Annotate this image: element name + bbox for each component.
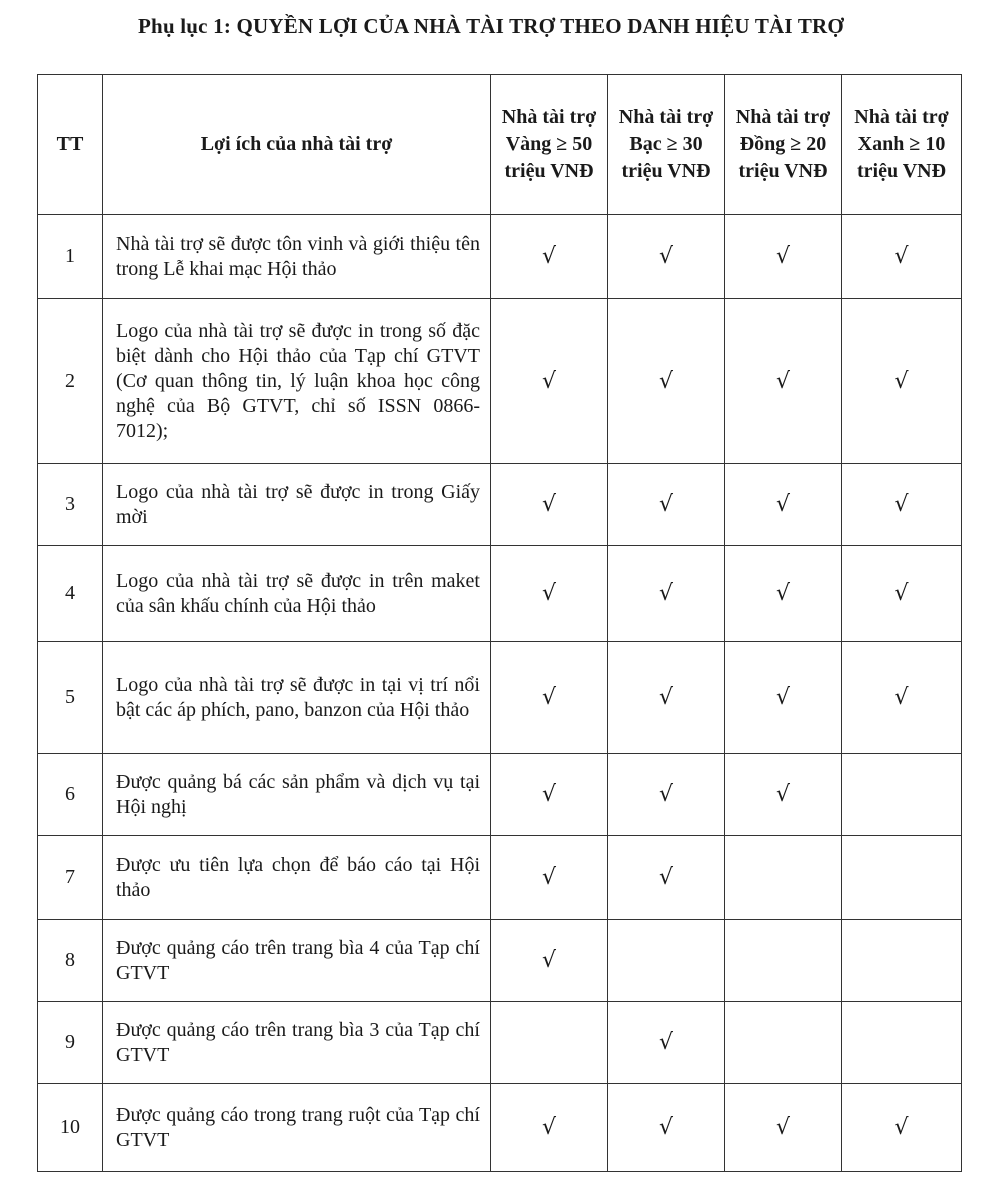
mark-silver: √ xyxy=(608,1002,725,1084)
mark-silver: √ xyxy=(608,642,725,754)
benefit-text: Được quảng cáo trên trang bìa 4 của Tạp chí GTVT xyxy=(103,920,491,1002)
mark-green xyxy=(842,836,962,920)
benefit-text: Được quảng cáo trên trang bìa 3 của Tạp chí GTVT xyxy=(103,1002,491,1084)
mark-gold: √ xyxy=(491,642,608,754)
row-number: 7 xyxy=(38,836,103,920)
mark-bronze: √ xyxy=(725,464,842,546)
benefit-text: Được quảng cáo trong trang ruột của Tạp chí GTVT xyxy=(103,1084,491,1172)
mark-silver: √ xyxy=(608,754,725,836)
mark-silver: √ xyxy=(608,215,725,299)
table-row xyxy=(38,920,962,1002)
benefit-text: Được quảng bá các sản phẩm và dịch vụ tại Hội nghị xyxy=(103,754,491,836)
row-number: 9 xyxy=(38,1002,103,1084)
mark-green: √ xyxy=(842,215,962,299)
benefit-text: Logo của nhà tài trợ sẽ được in trên maket của sân khấu chính của Hội thảo xyxy=(103,546,491,642)
table-row xyxy=(38,215,962,299)
table-row xyxy=(38,464,962,546)
mark-silver: √ xyxy=(608,546,725,642)
mark-bronze: √ xyxy=(725,754,842,836)
table-row xyxy=(38,1084,962,1172)
mark-gold xyxy=(491,1002,608,1084)
header-benefit: Lợi ích của nhà tài trợ xyxy=(103,75,491,215)
mark-bronze: √ xyxy=(725,642,842,754)
mark-silver xyxy=(608,920,725,1002)
header-tier-silver: Nhà tài trợ Bạc ≥ 30 triệu VNĐ xyxy=(608,75,725,215)
table-row xyxy=(38,1002,962,1084)
mark-green: √ xyxy=(842,464,962,546)
table-row xyxy=(38,754,962,836)
row-number: 1 xyxy=(38,215,103,299)
header-tt: TT xyxy=(38,75,103,215)
mark-green: √ xyxy=(842,1084,962,1172)
row-number: 10 xyxy=(38,1084,103,1172)
row-number: 4 xyxy=(38,546,103,642)
table-row xyxy=(38,642,962,754)
mark-gold: √ xyxy=(491,754,608,836)
header-tier-green: Nhà tài trợ Xanh ≥ 10 triệu VNĐ xyxy=(842,75,962,215)
sponsor-benefits-table xyxy=(37,74,962,1172)
mark-bronze: √ xyxy=(725,546,842,642)
page-title: Phụ lục 1: QUYỀN LỢI CỦA NHÀ TÀI TRỢ THEO DANH HIỆU TÀI TRỢ xyxy=(138,14,844,38)
mark-green: √ xyxy=(842,299,962,464)
row-number: 6 xyxy=(38,754,103,836)
mark-gold: √ xyxy=(491,215,608,299)
table-row xyxy=(38,836,962,920)
mark-bronze xyxy=(725,920,842,1002)
mark-green xyxy=(842,920,962,1002)
mark-gold: √ xyxy=(491,920,608,1002)
mark-bronze: √ xyxy=(725,215,842,299)
mark-gold: √ xyxy=(491,1084,608,1172)
mark-bronze xyxy=(725,836,842,920)
benefit-text: Logo của nhà tài trợ sẽ được in trong Giấy mời xyxy=(103,464,491,546)
mark-green xyxy=(842,1002,962,1084)
mark-green xyxy=(842,754,962,836)
benefit-text: Được ưu tiên lựa chọn để báo cáo tại Hội thảo xyxy=(103,836,491,920)
header-tier-bronze: Nhà tài trợ Đồng ≥ 20 triệu VNĐ xyxy=(725,75,842,215)
table-row xyxy=(38,299,962,464)
mark-bronze: √ xyxy=(725,1084,842,1172)
row-number: 5 xyxy=(38,642,103,754)
benefit-text: Nhà tài trợ sẽ được tôn vinh và giới thiệu tên trong Lễ khai mạc Hội thảo xyxy=(103,215,491,299)
mark-silver: √ xyxy=(608,1084,725,1172)
mark-gold: √ xyxy=(491,464,608,546)
header-row xyxy=(38,75,962,215)
mark-gold: √ xyxy=(491,546,608,642)
header-tier-gold: Nhà tài trợ Vàng ≥ 50 triệu VNĐ xyxy=(491,75,608,215)
mark-bronze: √ xyxy=(725,299,842,464)
table-row xyxy=(38,546,962,642)
mark-green: √ xyxy=(842,546,962,642)
row-number: 2 xyxy=(38,299,103,464)
mark-green: √ xyxy=(842,642,962,754)
row-number: 3 xyxy=(38,464,103,546)
mark-gold: √ xyxy=(491,836,608,920)
benefit-text: Logo của nhà tài trợ sẽ được in trong số đặc biệt dành cho Hội thảo của Tạp chí GTVT (Cơ quan thông tin, lý luận khoa học công nghệ của Bộ GTVT, chỉ số ISSN 0866- 7012); xyxy=(103,299,491,464)
benefit-text: Logo của nhà tài trợ sẽ được in tại vị trí nổi bật các áp phích, pano, banzon của Hội thảo xyxy=(103,642,491,754)
row-number: 8 xyxy=(38,920,103,1002)
mark-silver: √ xyxy=(608,299,725,464)
mark-bronze xyxy=(725,1002,842,1084)
mark-silver: √ xyxy=(608,836,725,920)
mark-gold: √ xyxy=(491,299,608,464)
mark-silver: √ xyxy=(608,464,725,546)
